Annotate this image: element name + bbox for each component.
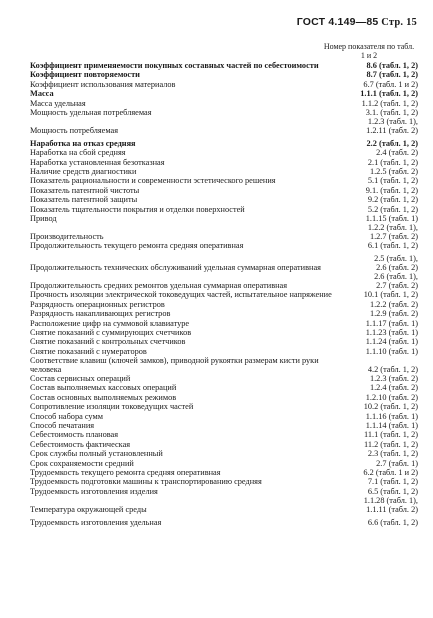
indicator-name: Наработка установленная безотказная bbox=[30, 157, 165, 167]
indicator-reference: 9.2 (табл. 1, 2) bbox=[367, 195, 418, 205]
list-item bbox=[30, 224, 418, 241]
indicator-name: Коэффициент повторяемости bbox=[30, 70, 140, 80]
indicator-reference: 1.2.10 (табл. 2) bbox=[365, 392, 418, 402]
list-item bbox=[30, 338, 418, 347]
indicator-reference: 1.1.10 (табл. 1) bbox=[365, 346, 418, 356]
indicator-name: Состав сервисных операций bbox=[30, 374, 131, 384]
indicator-name: Масса bbox=[30, 89, 54, 99]
indicator-name: Снятие показаний с нумераторов bbox=[30, 346, 147, 356]
indicator-name: Показатель тщательности покрытия и отделки поверхностей bbox=[30, 204, 245, 214]
indicator-name: Сопротивление изоляции токоведущих частей bbox=[30, 402, 194, 412]
indicator-name: Способ печатания bbox=[30, 421, 95, 431]
indicator-reference: 1.2.3 (табл. 2) bbox=[369, 374, 418, 384]
list-item bbox=[30, 242, 418, 251]
index-list bbox=[30, 62, 418, 528]
indicator-name: Себестоимость плановая bbox=[30, 430, 119, 440]
page-header bbox=[297, 16, 417, 28]
indicator-reference: 1.2.2 (табл. 2) bbox=[369, 299, 418, 309]
indicator-name: Производительность bbox=[30, 232, 104, 242]
indicator-name: Прочность изоляции электрической токоведущих частей, испытательное напряжение bbox=[30, 290, 332, 300]
indicator-reference: 1.2.3 (табл. 1), 1.2.11 (табл. 2) bbox=[366, 117, 418, 135]
indicator-name: Показатель патентной чистоты bbox=[30, 185, 140, 195]
list-item bbox=[30, 62, 418, 71]
indicator-name: Трудоемкость изготовления изделия bbox=[30, 486, 158, 496]
list-item bbox=[30, 109, 418, 118]
list-item bbox=[30, 149, 418, 158]
indicator-name: Трудоемкость изготовления удельная bbox=[30, 517, 162, 527]
indicator-reference: 6.2 (табл. 1 и 2) bbox=[363, 468, 418, 477]
indicator-name: Снятие показаний с контрольных счетчиков bbox=[30, 337, 186, 347]
indicator-reference: 1.1.23 (табл. 1) bbox=[365, 327, 418, 337]
list-item bbox=[30, 357, 418, 374]
indicator-reference: 5.1 (табл. 1, 2) bbox=[367, 176, 418, 186]
indicator-name: Наличие средств диагностики bbox=[30, 167, 137, 177]
indicator-name: Разрядность операционных регистров bbox=[30, 299, 165, 309]
indicator-name: Продолжительность текущего ремонта средняя оперативная bbox=[30, 241, 244, 251]
list-item bbox=[30, 413, 418, 422]
indicator-name: Показатель рациональности и современности эстетического решения bbox=[30, 176, 276, 186]
indicator-reference: 10.1 (табл. 1, 2) bbox=[363, 290, 418, 300]
indicator-name: Коэффициент применяемости покупных составных частей по себестоимости bbox=[30, 61, 319, 70]
list-item bbox=[30, 469, 418, 478]
list-item bbox=[30, 159, 418, 168]
indicator-reference: 5.2 (табл. 1, 2) bbox=[367, 204, 418, 214]
indicator-reference: 8.7 (табл. 1, 2) bbox=[366, 70, 418, 80]
list-item bbox=[30, 403, 418, 412]
indicator-reference: 3.1. (табл. 1, 2) bbox=[365, 107, 418, 117]
indicator-reference: 1.1.24 (табл. 1) bbox=[365, 337, 418, 347]
indicator-reference: 2.4 (табл. 2) bbox=[376, 148, 418, 158]
list-item bbox=[30, 460, 418, 469]
indicator-name: Разрядность накапливающих регистров bbox=[30, 309, 171, 319]
page-number: Стр. 15 bbox=[381, 17, 417, 28]
list-item bbox=[30, 384, 418, 393]
indicator-reference: 4.2 (табл. 1, 2) bbox=[367, 364, 418, 374]
indicator-name: Температура окружающей среды bbox=[30, 504, 147, 514]
list-item bbox=[30, 140, 418, 149]
indicator-reference: 1.1.2 (табл. 1, 2) bbox=[361, 98, 418, 108]
indicator-reference: 2.7 (табл. 1) bbox=[376, 458, 418, 468]
indicator-name: Мощность удельная потребляемая bbox=[30, 107, 152, 117]
list-item bbox=[30, 100, 418, 109]
list-item bbox=[30, 394, 418, 403]
list-item bbox=[30, 215, 418, 224]
list-item bbox=[30, 329, 418, 338]
indicator-name: Продолжительность технических обслуживаний удельная суммарная оперативная bbox=[30, 263, 321, 272]
list-item bbox=[30, 497, 418, 514]
list-item bbox=[30, 450, 418, 459]
list-item bbox=[30, 310, 418, 319]
list-item bbox=[30, 187, 418, 196]
list-item bbox=[30, 196, 418, 205]
list-item bbox=[30, 519, 418, 528]
indicator-name: Привод bbox=[30, 214, 57, 224]
indicator-reference: 8.6 (табл. 1, 2) bbox=[366, 61, 418, 70]
indicator-reference: 1.1.17 (табл. 1) bbox=[365, 318, 418, 328]
list-item bbox=[30, 90, 418, 99]
indicator-name: Снятие показаний с суммирующих счетчиков bbox=[30, 327, 192, 337]
list-item bbox=[30, 71, 418, 80]
indicator-reference: 11.1 (табл. 1, 2) bbox=[364, 430, 418, 440]
indicator-name: Трудоемкость текущего ремонта средняя оперативная bbox=[30, 468, 221, 477]
indicator-name: Наработка на сбой средняя bbox=[30, 148, 126, 158]
list-item bbox=[30, 478, 418, 487]
indicator-name: Срок службы полный установленный bbox=[30, 449, 163, 459]
indicator-reference: 6.5 (табл. 1, 2) bbox=[367, 486, 418, 496]
indicator-name: Себестоимость фактическая bbox=[30, 439, 131, 449]
indicator-name: Соответствие клавиш (ключей замков), приводной рукоятки размерам кисти руки человека bbox=[30, 356, 319, 374]
list-item bbox=[30, 301, 418, 310]
list-item bbox=[30, 81, 418, 90]
indicator-reference: 10.2 (табл. 1, 2) bbox=[363, 402, 418, 412]
column-header: Номер показателя по табл. 1 и 2 bbox=[323, 42, 415, 60]
list-item bbox=[30, 422, 418, 431]
indicator-reference: 1.1.28 (табл. 1), 1.1.11 (табл. 2) bbox=[363, 496, 418, 514]
list-item bbox=[30, 431, 418, 440]
indicator-reference: 2.6 (табл. 1), 2.7 (табл. 2) bbox=[374, 272, 418, 290]
list-item bbox=[30, 177, 418, 186]
indicator-reference: 9.1. (табл. 1, 2) bbox=[365, 185, 418, 195]
indicator-reference: 1.1.16 (табл. 1) bbox=[365, 411, 418, 421]
indicator-reference: 1.2.4 (табл. 2) bbox=[369, 383, 418, 393]
list-item bbox=[30, 118, 418, 135]
indicator-name: Способ набора сумм bbox=[30, 411, 103, 421]
indicator-name: Масса удельная bbox=[30, 98, 86, 108]
indicator-reference: 1.2.5 (табл. 2) bbox=[369, 167, 418, 177]
indicator-reference: 1.1.14 (табл. 1) bbox=[365, 421, 418, 431]
indicator-name: Срок сохраняемости средний bbox=[30, 458, 134, 468]
indicator-name: Расположение цифр на суммовой клавиатуре bbox=[30, 318, 190, 328]
indicator-reference: 6.1 (табл. 1, 2) bbox=[367, 241, 418, 251]
list-item bbox=[30, 255, 418, 272]
indicator-name: Показатель патентной защиты bbox=[30, 195, 138, 205]
list-item bbox=[30, 291, 418, 300]
list-item bbox=[30, 488, 418, 497]
indicator-name: Трудоемкость подготовки машины к транспортированию средняя bbox=[30, 477, 262, 487]
standard-number: ГОСТ 4.149—85 bbox=[296, 16, 379, 28]
indicator-reference: 2.5 (табл. 1), 2.6 (табл. 2) bbox=[374, 254, 418, 272]
list-item bbox=[30, 168, 418, 177]
indicator-reference: 2.1 (табл. 1, 2) bbox=[367, 157, 418, 167]
indicator-reference: 2.3 (табл. 1, 2) bbox=[367, 449, 418, 459]
list-item bbox=[30, 320, 418, 329]
list-item bbox=[30, 375, 418, 384]
indicator-name: Наработка на отказ средняя bbox=[30, 138, 136, 148]
indicator-name: Состав выполняемых кассовых операций bbox=[30, 383, 177, 393]
indicator-name: Мощность потребляемая bbox=[30, 125, 119, 135]
list-item bbox=[30, 273, 418, 290]
indicator-reference: 1.2.9 (табл. 2) bbox=[369, 309, 418, 319]
indicator-name: Продолжительность средних ремонтов удельная суммарная оперативная bbox=[30, 280, 288, 290]
list-item bbox=[30, 441, 418, 450]
list-item bbox=[30, 348, 418, 357]
indicator-reference: 1.1.15 (табл. 1) bbox=[365, 214, 418, 224]
indicator-name: Состав основных выполняемых режимов bbox=[30, 392, 177, 402]
indicator-reference: 7.1 (табл. 1, 2) bbox=[367, 477, 418, 487]
indicator-reference: 1.2.2 (табл. 1), 1.2.7 (табл. 2) bbox=[367, 223, 418, 242]
indicator-reference: 6.7 (табл. 1 и 2) bbox=[363, 79, 418, 89]
indicator-reference: 6.6 (табл. 1, 2) bbox=[367, 517, 418, 527]
list-item bbox=[30, 206, 418, 215]
indicator-reference: 2.2 (табл. 1, 2) bbox=[366, 138, 418, 148]
indicator-reference: 1.1.1 (табл. 1, 2) bbox=[360, 89, 418, 99]
indicator-reference: 11.2 (табл. 1, 2) bbox=[364, 439, 418, 449]
indicator-name: Коэффициент использования материалов bbox=[30, 79, 176, 89]
